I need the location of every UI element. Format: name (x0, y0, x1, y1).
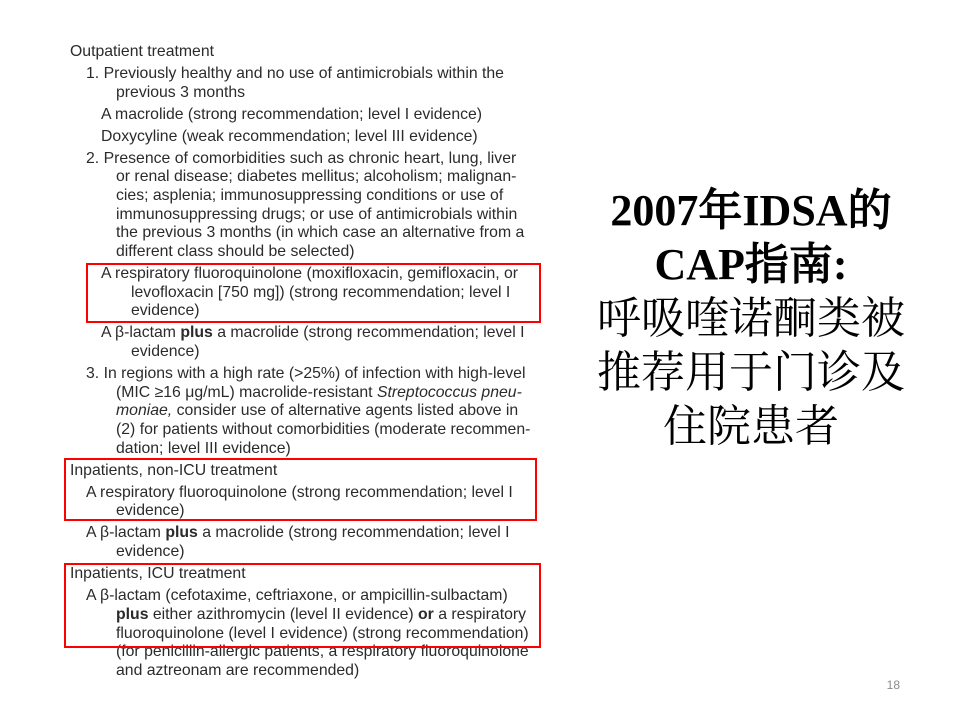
item-2-line: different class should be selected) (116, 243, 355, 261)
title-line: 推荐用于门诊及 (597, 348, 905, 397)
item-3-line (70, 384, 550, 403)
organism-name: moniae, (116, 402, 173, 420)
emphasis-plus: plus (165, 524, 198, 542)
item-2-line: or renal disease; diabetes mellitus; alcoholism; malignan- (116, 168, 517, 186)
option-fluoroquinolone-line: A respiratory fluoroquinolone (moxifloxacin, gemifloxacin, or (101, 265, 519, 283)
option-fluoroquinolone-line: evidence) (131, 302, 200, 320)
option-macrolide (70, 106, 550, 125)
emphasis-plus: plus (180, 324, 213, 342)
highlight-box-inpatient-non-icu (64, 458, 537, 521)
option-beta-lactam-macrolide (70, 324, 550, 361)
item-1-line: 1. Previously healthy and no use of antimicrobials within the (86, 64, 504, 82)
option-fluoroquinolone-line: levofloxacin [750 mg]) (strong recommendation; level I (131, 283, 511, 301)
item-3-line: dation; level III evidence) (116, 439, 291, 457)
text-segment: consider use of alternative agents listed above in (172, 402, 519, 420)
highlight-box-outpatient-fluoroquinolone (86, 263, 541, 323)
item-2-line: the previous 3 months (in which case an alternative from a (116, 224, 525, 242)
item-2-line: cies; asplenia; immunosuppressing conditions or use of (116, 187, 504, 204)
icu-regimen-line: and aztreonam are recommended) (116, 661, 360, 679)
text-segment: (MIC ≥16 μg/mL) macrolide-resistant (116, 383, 377, 401)
item-3-line: (2) for patients without comorbidities (moderate recommen- (116, 421, 531, 439)
slide-title (588, 184, 914, 454)
option-doxycycline (70, 128, 550, 147)
item-2-line: immunosuppressing drugs; or use of antimicrobials within (116, 205, 518, 223)
icu-regimen-line: (for penicillin-allergic patients, a respiratory fluoroquinolone (116, 643, 529, 661)
emphasis-plus: plus (116, 605, 149, 623)
option-beta-lactam-line (70, 524, 550, 543)
icu-regimen-line: A β-lactam (cefotaxime, ceftriaxone, or ampicillin-sulbactam) (86, 587, 508, 605)
item-1-line: previous 3 months (116, 83, 246, 101)
outpatient-section (70, 43, 550, 459)
title-line: 呼吸喹诺酮类被 (597, 294, 905, 343)
text-segment: either azithromycin (level II evidence) (148, 605, 419, 623)
option-beta-lactam-line: evidence) (131, 343, 200, 361)
text-segment: A β-lactam (86, 524, 166, 542)
organism-name: Streptococcus pneu- (376, 383, 522, 401)
item-3-line: 3. In regions with a high rate (>25%) of infection with high-level (86, 365, 526, 383)
item-2-line: 2. Presence of comorbidities such as chronic heart, lung, liver (86, 149, 517, 167)
icu-regimen-line: fluoroquinolone (level I evidence) (strong recommendation) (116, 624, 529, 642)
item-3-line (70, 402, 550, 421)
text-segment: a macrolide (strong recommendation; level I (212, 324, 525, 342)
title-line: CAP指南: (654, 240, 848, 289)
section-heading-inpatient-non-icu: Inpatients, non-ICU treatment (70, 461, 278, 479)
option-beta-lactam-macrolide (70, 524, 550, 561)
text-segment: A β-lactam (101, 324, 181, 342)
option-beta-lactam-line: evidence) (116, 543, 185, 561)
section-heading-block (70, 43, 550, 62)
option-doxycycline-text: Doxycyline (weak recommendation; level III evidence) (101, 127, 478, 145)
outpatient-item-3 (70, 365, 550, 458)
emphasis-or: or (418, 605, 434, 623)
option-beta-lactam-line (70, 324, 550, 343)
section-heading-outpatient: Outpatient treatment (70, 43, 215, 60)
text-segment: a macrolide (strong recommendation; level I (197, 524, 510, 542)
outpatient-item-2 (70, 150, 550, 262)
option-macrolide-text: A macrolide (strong recommendation; level I evidence) (101, 105, 483, 123)
option-fluoroquinolone-line: A respiratory fluoroquinolone (strong recommendation; level I (86, 483, 513, 501)
page-number: 18 (886, 678, 900, 692)
outpatient-item-1 (70, 65, 550, 102)
text-segment: a respiratory (433, 605, 527, 623)
title-line: 2007年IDSA的 (610, 186, 892, 235)
option-fluoroquinolone-line: evidence) (116, 502, 185, 520)
section-heading-inpatient-icu: Inpatients, ICU treatment (70, 565, 246, 583)
title-line: 住院患者 (663, 402, 839, 451)
highlight-box-inpatient-icu (64, 563, 541, 648)
